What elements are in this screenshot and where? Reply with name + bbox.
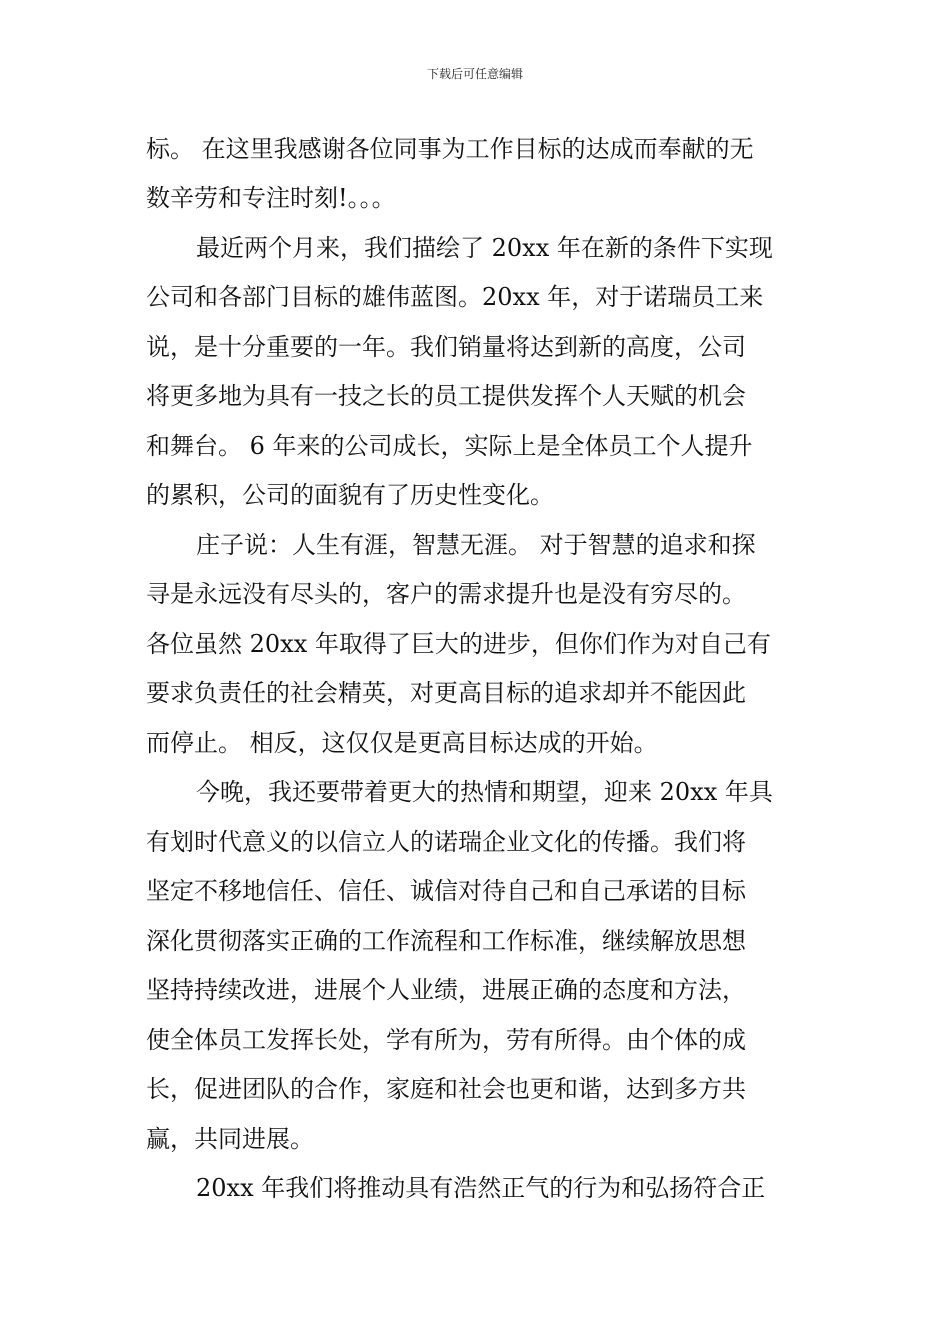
text-line: 的累积，公司的面貌有了历史性变化。	[146, 481, 554, 509]
text-line: 使全体员工发挥长处，学有所为，劳有所得。由个体的成	[146, 1026, 746, 1054]
paragraph-first-line: 庄子说：人生有涯，智慧无涯。 对于智慧的追求和探	[196, 531, 756, 559]
paragraph-first-line: 最近两个月来，我们描绘了 20xx 年在新的条件下实现	[196, 234, 773, 262]
text-line: 赢，共同进展。	[146, 1125, 314, 1153]
text-line: 公司和各部门目标的雄伟蓝图。20xx 年，对于诺瑞员工来	[146, 283, 764, 311]
text-line: 坚定不移地信任、信任、诚信对待自己和自己承诺的目标	[146, 877, 746, 905]
text-line: 标。 在这里我感谢各位同事为工作目标的达成而奉献的无	[146, 135, 754, 163]
text-line: 有划时代意义的以信立人的诺瑞企业文化的传播。我们将	[146, 828, 746, 856]
text-line: 说，是十分重要的一年。我们销量将达到新的高度，公司	[146, 333, 746, 361]
text-line: 寻是永远没有尽头的，客户的需求提升也是没有穷尽的。	[146, 580, 746, 608]
text-line: 坚持持续改进，进展个人业绩，进展正确的态度和方法，	[146, 976, 746, 1004]
text-line: 各位虽然 20xx 年取得了巨大的进步，但你们作为对自己有	[146, 630, 771, 658]
text-line: 数辛劳和专注时刻!。。。	[146, 184, 396, 212]
paragraph-first-line: 20xx 年我们将推动具有浩然正气的行为和弘扬符合正	[196, 1174, 766, 1202]
page-header: 下载后可任意编辑	[426, 67, 523, 81]
text-line: 将更多地为具有一技之长的员工提供发挥个人天赋的机会	[146, 382, 746, 410]
text-line: 和舞台。 6 年来的公司成长，实际上是全体员工个人提升	[146, 432, 753, 460]
text-line: 要求负责任的社会精英，对更高目标的追求却并不能因此	[146, 679, 746, 707]
paragraph-first-line: 今晚，我还要带着更大的热情和期望，迎来 20xx 年具	[196, 778, 773, 806]
text-line: 深化贯彻落实正确的工作流程和工作标准，继续解放思想	[146, 927, 746, 955]
text-line: 长，促进团队的合作，家庭和社会也更和谐，达到多方共	[146, 1075, 746, 1103]
text-line: 而停止。 相反，这仅仅是更高目标达成的开始。	[146, 729, 658, 757]
